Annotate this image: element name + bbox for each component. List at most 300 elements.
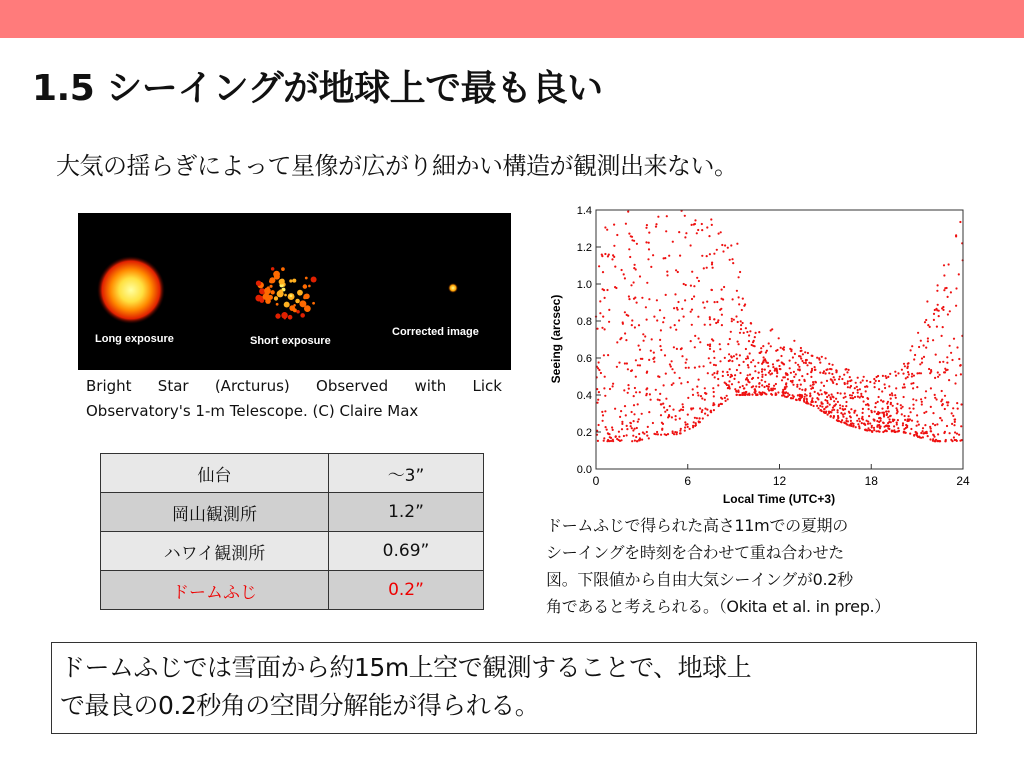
data-point (691, 224, 693, 226)
data-point (768, 342, 770, 344)
data-point (645, 227, 647, 229)
y-tick-label: 0.0 (576, 464, 592, 476)
data-point (790, 350, 792, 352)
data-point (684, 421, 686, 423)
data-point (886, 430, 888, 432)
data-point (638, 345, 640, 347)
data-point (814, 369, 816, 371)
data-point (862, 412, 864, 414)
data-point (761, 384, 763, 386)
data-point (889, 418, 891, 420)
data-point (694, 346, 696, 348)
data-point (847, 386, 849, 388)
speckle (274, 296, 278, 300)
data-point (687, 381, 689, 383)
data-point (623, 389, 625, 391)
data-point (603, 354, 605, 356)
data-point (633, 267, 635, 269)
data-point (642, 431, 644, 433)
data-point (809, 392, 811, 394)
data-point (905, 377, 907, 379)
data-point (697, 316, 699, 318)
data-point (695, 424, 697, 426)
data-point (930, 387, 932, 389)
data-point (955, 439, 957, 441)
data-point (715, 364, 717, 366)
data-point (727, 247, 729, 249)
data-point (659, 345, 661, 347)
data-point (665, 294, 667, 296)
data-point (936, 423, 938, 425)
data-point (701, 409, 703, 411)
data-point (824, 391, 826, 393)
data-point (685, 362, 687, 364)
data-point (807, 352, 809, 354)
data-point (920, 398, 922, 400)
data-point (810, 404, 812, 406)
data-point (698, 379, 700, 381)
data-point (906, 367, 908, 369)
data-point (842, 416, 844, 418)
data-point (889, 415, 891, 417)
data-point (955, 235, 957, 237)
data-point (596, 328, 598, 330)
data-point (941, 390, 943, 392)
data-point (757, 377, 759, 379)
data-point (806, 359, 808, 361)
data-point (799, 395, 801, 397)
data-point (628, 233, 630, 235)
x-tick-label: 24 (956, 474, 970, 488)
data-point (646, 371, 648, 373)
star-caption-line2: Observatory's 1-m Telescope. (C) Claire Max (86, 402, 419, 420)
data-point (603, 437, 605, 439)
data-point (749, 374, 751, 376)
data-point (840, 392, 842, 394)
data-point (727, 387, 729, 389)
data-point (621, 428, 623, 430)
data-point (701, 223, 703, 225)
data-point (840, 421, 842, 423)
data-point (786, 386, 788, 388)
data-point (602, 288, 604, 290)
data-point (857, 389, 859, 391)
data-point (660, 434, 662, 436)
data-point (698, 366, 700, 368)
data-point (656, 299, 658, 301)
data-point (730, 244, 732, 246)
data-point (624, 405, 626, 407)
data-point (873, 420, 875, 422)
data-point (631, 236, 633, 238)
data-point (939, 417, 941, 419)
data-point (849, 380, 851, 382)
data-point (811, 399, 813, 401)
data-point (696, 386, 698, 388)
data-point (896, 423, 898, 425)
data-point (793, 371, 795, 373)
data-point (738, 381, 740, 383)
data-point (823, 408, 825, 410)
data-point (789, 360, 791, 362)
data-point (729, 376, 731, 378)
data-point (763, 356, 765, 358)
data-point (779, 368, 781, 370)
data-point (767, 365, 769, 367)
data-point (801, 389, 803, 391)
data-point (884, 383, 886, 385)
data-point (855, 382, 857, 384)
speckle (269, 285, 272, 288)
data-point (839, 404, 841, 406)
data-point (913, 375, 915, 377)
data-point (706, 226, 708, 228)
data-point (786, 396, 788, 398)
data-point (644, 335, 646, 337)
data-point (731, 383, 733, 385)
data-point (846, 382, 848, 384)
data-point (736, 290, 738, 292)
data-point (603, 440, 605, 442)
data-point (745, 348, 747, 350)
corrected-image-star (448, 283, 458, 293)
data-point (925, 347, 927, 349)
data-point (602, 271, 604, 273)
data-point (923, 412, 925, 414)
speckle (256, 280, 261, 285)
data-point (825, 357, 827, 359)
speckle (276, 303, 279, 306)
data-point (637, 421, 639, 423)
data-point (731, 320, 733, 322)
data-point (873, 378, 875, 380)
data-point (944, 371, 946, 373)
data-point (941, 335, 943, 337)
data-point (859, 420, 861, 422)
data-point (762, 345, 764, 347)
data-point (636, 302, 638, 304)
data-point (922, 427, 924, 429)
data-point (892, 405, 894, 407)
data-point (830, 411, 832, 413)
data-point (639, 391, 641, 393)
data-point (921, 403, 923, 405)
data-point (655, 433, 657, 435)
data-point (921, 401, 923, 403)
speckle (279, 279, 285, 285)
data-point (722, 250, 724, 252)
data-point (828, 372, 830, 374)
data-point (826, 380, 828, 382)
data-point (666, 271, 668, 273)
data-point (730, 355, 732, 357)
data-point (641, 413, 643, 415)
data-point (743, 387, 745, 389)
data-point (814, 391, 816, 393)
data-point (881, 408, 883, 410)
data-point (751, 394, 753, 396)
data-point (907, 371, 909, 373)
data-point (918, 436, 920, 438)
data-point (655, 389, 657, 391)
data-point (839, 376, 841, 378)
data-point (771, 372, 773, 374)
data-point (784, 387, 786, 389)
data-point (755, 385, 757, 387)
data-point (805, 388, 807, 390)
data-point (753, 340, 755, 342)
data-point (913, 434, 915, 436)
data-point (709, 343, 711, 345)
data-point (599, 312, 601, 314)
data-point (824, 412, 826, 414)
data-point (897, 427, 899, 429)
data-point (626, 362, 628, 364)
data-point (890, 398, 892, 400)
data-point (598, 265, 600, 267)
data-point (713, 372, 715, 374)
data-point (781, 395, 783, 397)
data-point (946, 362, 948, 364)
data-point (677, 271, 679, 273)
data-point (598, 424, 600, 426)
data-point (628, 388, 630, 390)
data-point (875, 430, 877, 432)
data-point (663, 317, 665, 319)
data-point (709, 362, 711, 364)
chart-caption (546, 512, 986, 620)
data-point (653, 361, 655, 363)
data-point (761, 363, 763, 365)
data-point (606, 289, 608, 291)
data-point (692, 394, 694, 396)
data-point (690, 285, 692, 287)
data-point (699, 341, 701, 343)
data-point (764, 381, 766, 383)
data-point (838, 378, 840, 380)
speckle (284, 317, 286, 319)
data-point (846, 371, 848, 373)
data-point (950, 291, 952, 293)
data-point (806, 364, 808, 366)
data-point (816, 357, 818, 359)
data-point (733, 319, 735, 321)
data-point (902, 424, 904, 426)
data-point (683, 316, 685, 318)
data-point (854, 410, 856, 412)
data-point (703, 365, 705, 367)
data-point (825, 406, 827, 408)
data-point (685, 424, 687, 426)
data-point (821, 356, 823, 358)
data-point (684, 299, 686, 301)
speckle (255, 295, 262, 302)
data-point (618, 362, 620, 364)
data-point (921, 357, 923, 359)
speckle (263, 293, 270, 300)
data-point (601, 327, 603, 329)
data-point (598, 391, 600, 393)
x-tick-label: 0 (592, 474, 600, 488)
data-point (932, 339, 934, 341)
data-point (632, 435, 634, 437)
data-point (942, 309, 944, 311)
data-point (850, 420, 852, 422)
data-point (653, 316, 655, 318)
data-point (624, 311, 626, 313)
data-point (841, 378, 843, 380)
data-point (800, 358, 802, 360)
data-point (847, 420, 849, 422)
speckle (293, 304, 296, 307)
data-point (774, 388, 776, 390)
data-point (728, 360, 730, 362)
data-point (859, 396, 861, 398)
slide-subtitle: 大気の揺らぎによって星像が広がり細かい構造が観測出来ない。 (56, 152, 738, 180)
data-point (682, 406, 684, 408)
data-point (719, 343, 721, 345)
speckle (304, 305, 311, 312)
data-point (955, 287, 957, 289)
data-point (664, 411, 666, 413)
speckle (281, 267, 285, 271)
data-point (699, 407, 701, 409)
data-point (668, 255, 670, 257)
data-point (693, 421, 695, 423)
data-point (845, 401, 847, 403)
data-point (918, 424, 920, 426)
data-point (683, 283, 685, 285)
data-point (726, 395, 728, 397)
data-point (694, 335, 696, 337)
data-point (708, 235, 710, 237)
data-point (828, 412, 830, 414)
data-point (748, 334, 750, 336)
data-point (689, 428, 691, 430)
data-point (694, 219, 696, 221)
data-point (938, 310, 940, 312)
data-point (916, 386, 918, 388)
data-point (768, 386, 770, 388)
data-point (783, 349, 785, 351)
data-point (696, 232, 698, 234)
data-point (881, 390, 883, 392)
table-row (101, 532, 484, 571)
data-point (626, 434, 628, 436)
data-point (700, 395, 702, 397)
data-point (956, 402, 958, 404)
data-point (806, 400, 808, 402)
site-cell: ハワイ観測所 (101, 532, 329, 571)
data-point (738, 343, 740, 345)
data-point (861, 417, 863, 419)
speckle (292, 279, 296, 283)
data-point (882, 422, 884, 424)
data-point (665, 398, 667, 400)
data-point (887, 406, 889, 408)
data-point (728, 380, 730, 382)
data-point (632, 429, 634, 431)
y-axis-label: Seeing (arcsec) (549, 294, 563, 384)
data-point (785, 382, 787, 384)
data-point (832, 417, 834, 419)
data-point (684, 236, 686, 238)
data-point (671, 368, 673, 370)
data-point (895, 375, 897, 377)
data-point (606, 429, 608, 431)
data-point (892, 419, 894, 421)
data-point (762, 361, 764, 363)
data-point (859, 388, 861, 390)
data-point (854, 396, 856, 398)
data-point (902, 422, 904, 424)
data-point (745, 327, 747, 329)
conclusion-box (51, 642, 977, 734)
data-point (709, 316, 711, 318)
data-point (719, 360, 721, 362)
data-point (727, 398, 729, 400)
data-point (758, 372, 760, 374)
data-point (758, 386, 760, 388)
data-point (713, 253, 715, 255)
speckle (290, 294, 293, 297)
data-point (646, 282, 648, 284)
data-point (796, 386, 798, 388)
data-point (739, 372, 741, 374)
data-point (912, 387, 914, 389)
data-point (908, 415, 910, 417)
data-point (729, 368, 731, 370)
data-point (820, 401, 822, 403)
data-point (803, 401, 805, 403)
data-point (743, 361, 745, 363)
data-point (845, 368, 847, 370)
data-point (873, 429, 875, 431)
data-point (746, 394, 748, 396)
data-point (857, 392, 859, 394)
data-point (894, 394, 896, 396)
data-point (811, 397, 813, 399)
data-point (912, 404, 914, 406)
long-exposure-label: Long exposure (95, 333, 174, 345)
data-point (731, 318, 733, 320)
data-point (627, 384, 629, 386)
data-point (920, 340, 922, 342)
data-point (788, 394, 790, 396)
speckle (288, 315, 293, 320)
speckle (275, 313, 280, 318)
data-point (947, 313, 949, 315)
data-point (793, 340, 795, 342)
data-point (896, 403, 898, 405)
data-point (646, 435, 648, 437)
data-point (704, 413, 706, 415)
data-point (626, 314, 628, 316)
data-point (679, 432, 681, 434)
data-point (754, 365, 756, 367)
data-point (631, 369, 633, 371)
data-point (863, 400, 865, 402)
data-point (904, 419, 906, 421)
data-point (690, 340, 692, 342)
data-point (860, 381, 862, 383)
data-point (663, 384, 665, 386)
speckle (269, 280, 272, 283)
data-point (729, 338, 731, 340)
data-point (747, 364, 749, 366)
speckle (305, 277, 308, 280)
data-point (692, 407, 694, 409)
